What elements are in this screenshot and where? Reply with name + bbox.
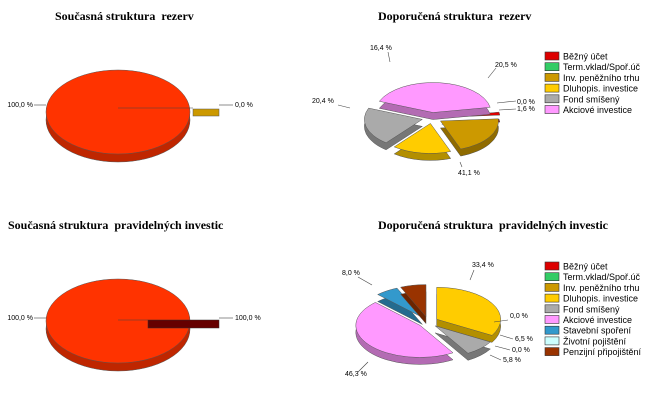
legend-label: Běžný účet	[563, 261, 608, 272]
legend-swatch	[545, 326, 559, 334]
label-leader-line	[358, 277, 372, 285]
data-label: 5,8 %	[503, 357, 521, 364]
pie-slice-main	[46, 70, 190, 154]
label-leader-line	[500, 335, 513, 339]
data-label: 0,0 %	[517, 99, 535, 106]
data-label: 100,0 %	[7, 102, 33, 109]
legend-swatch	[545, 73, 559, 81]
legend-label: Stavební spoření	[563, 325, 632, 336]
chart-title-recommended-reserves: Doporučená struktura rezerv	[378, 9, 532, 23]
legend-label: Akciové investice	[563, 105, 633, 115]
data-label: 20,4 %	[312, 98, 334, 105]
legend-label: Životní pojištění	[563, 336, 627, 347]
legend-swatch	[545, 84, 559, 92]
label-leader-line	[388, 52, 390, 62]
label-leader-line	[338, 105, 350, 108]
legend-label: Fond smíšený	[563, 304, 620, 315]
chart-title-recommended-regular: Doporučená struktura pravidelných investic	[378, 218, 609, 232]
chart-title-current-regular: Současná struktura pravidelných investic	[8, 218, 224, 232]
label-leader-line	[470, 270, 474, 280]
data-label: 20,5 %	[495, 62, 517, 69]
data-label: 100,0 %	[7, 315, 33, 322]
legend-swatch	[545, 63, 559, 71]
legend-swatch	[545, 348, 559, 356]
label-leader-line	[499, 109, 516, 110]
data-label: 6,5 %	[515, 336, 533, 343]
data-label: 8,0 %	[342, 270, 360, 277]
legend-label: Fond smíšený	[563, 94, 620, 105]
chart-title-current-reserves: Současná struktura rezerv	[55, 9, 194, 23]
legend-label: Akciové investice	[563, 315, 633, 325]
legend-label: Inv. peněžního trhu	[563, 282, 640, 293]
label-leader-line	[488, 68, 496, 78]
legend-label: Term.vklad/Spoř.úč	[563, 62, 641, 73]
data-label: 16,4 %	[370, 45, 392, 52]
legend-swatch	[545, 106, 559, 114]
pie-slice-small	[193, 109, 219, 116]
legend-label: Dluhopis. investice	[563, 293, 639, 304]
legend-label: Běžný účet	[563, 51, 608, 62]
data-label: 33,4 %	[472, 262, 494, 269]
pie-slice-bar	[148, 320, 219, 328]
legend-swatch	[545, 273, 559, 281]
legend-label: Dluhopis. investice	[563, 83, 639, 94]
data-label: 46,3 %	[345, 371, 367, 378]
data-label: 100,0 %	[235, 315, 261, 322]
legend-swatch	[545, 52, 559, 60]
data-label: 0,0 %	[512, 347, 530, 354]
legend-swatch	[545, 95, 559, 103]
legend-label: Penzijní připojištění	[563, 347, 642, 358]
data-label: 0,0 %	[235, 102, 253, 109]
label-leader-line	[460, 162, 462, 167]
legend-swatch	[545, 283, 559, 291]
legend-label: Inv. peněžního trhu	[563, 72, 640, 83]
legend-label: Term.vklad/Spoř.úč	[563, 272, 641, 283]
legend-swatch	[545, 316, 559, 324]
label-leader-line	[495, 346, 510, 350]
label-leader-line	[497, 101, 516, 103]
data-label: 1,6 %	[517, 106, 535, 113]
legend-swatch	[545, 337, 559, 345]
legend-swatch	[545, 262, 559, 270]
data-label: 41,1 %	[458, 170, 480, 177]
legend-swatch	[545, 305, 559, 313]
label-leader-line	[490, 355, 501, 360]
data-label: 0,0 %	[510, 313, 528, 320]
legend-swatch	[545, 294, 559, 302]
